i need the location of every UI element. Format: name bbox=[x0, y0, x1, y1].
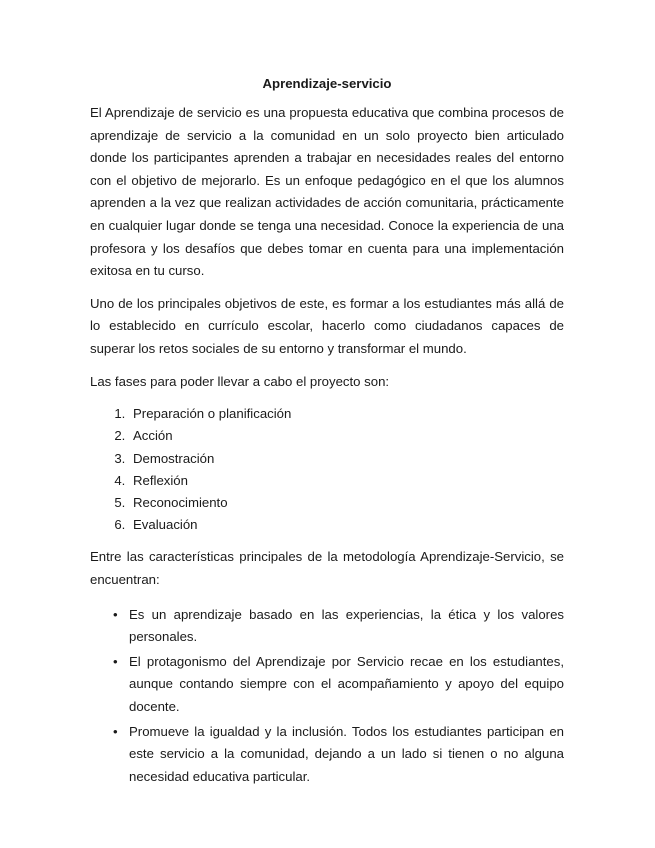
list-item bbox=[90, 604, 564, 649]
phases-list bbox=[90, 403, 564, 536]
characteristics-list bbox=[90, 604, 564, 789]
bullet-icon: • bbox=[113, 606, 118, 622]
list-item: 5. Reconocimiento bbox=[129, 492, 564, 514]
list-item-text: El protagonismo del Aprendizaje por Servicio recae en los estudiantes, aunque contando siempre con el acompañamiento y apoyo del equipo docente. bbox=[129, 653, 564, 714]
list-item-text: Es un aprendizaje basado en las experiencias, la ética y los valores personales. bbox=[129, 606, 564, 645]
phases-intro-paragraph: Las fases para poder llevar a cabo el proyecto son: bbox=[90, 373, 390, 389]
list-item: 2. Acción bbox=[129, 425, 564, 447]
intro-paragraph: El Aprendizaje de servicio es una propuesta educativa que combina procesos de aprendizaje de servicio a la comunidad en un solo proyecto bien articulado donde los participantes aprenden a trabajar en necesidades reales del entorno con el objetivo de mejorarlo. Es un enfoque pedagógico en el que los alumnos aprenden a la vez que realizan actividades de acción comunitaria, prácticamente en cualquier lugar donde se tenga una necesidad. Conoce la experiencia de una profesora y los desafíos que debes tomar en cuenta para una implementación exitosa en tu curso. bbox=[90, 105, 564, 279]
document-page bbox=[90, 74, 564, 790]
list-item: 6. Evaluación bbox=[129, 514, 564, 536]
list-item: 1. Preparación o planificación bbox=[129, 403, 564, 425]
objectives-paragraph: Uno de los principales objetivos de este, es formar a los estudiantes más allá de lo establecido en currículo escolar, hacerlo como ciudadanos capaces de superar los retos sociales de su entorno y transformar el mundo. bbox=[90, 295, 564, 356]
list-item: 3. Demostración bbox=[129, 448, 564, 470]
bullet-icon: • bbox=[113, 653, 118, 669]
list-item bbox=[90, 651, 564, 719]
bullet-icon: • bbox=[113, 723, 118, 739]
list-item bbox=[90, 721, 564, 789]
document-title: Aprendizaje-servicio bbox=[262, 76, 392, 91]
list-item-text: Promueve la igualdad y la inclusión. Todos los estudiantes participan en este servicio a la comunidad, dejando a un lado si tienen o no alguna necesidad educativa particular. bbox=[129, 723, 564, 784]
list-item: 4. Reflexión bbox=[129, 470, 564, 492]
characteristics-intro-paragraph: Entre las características principales de la metodología Aprendizaje-Servicio, se encuentran: bbox=[90, 549, 564, 587]
